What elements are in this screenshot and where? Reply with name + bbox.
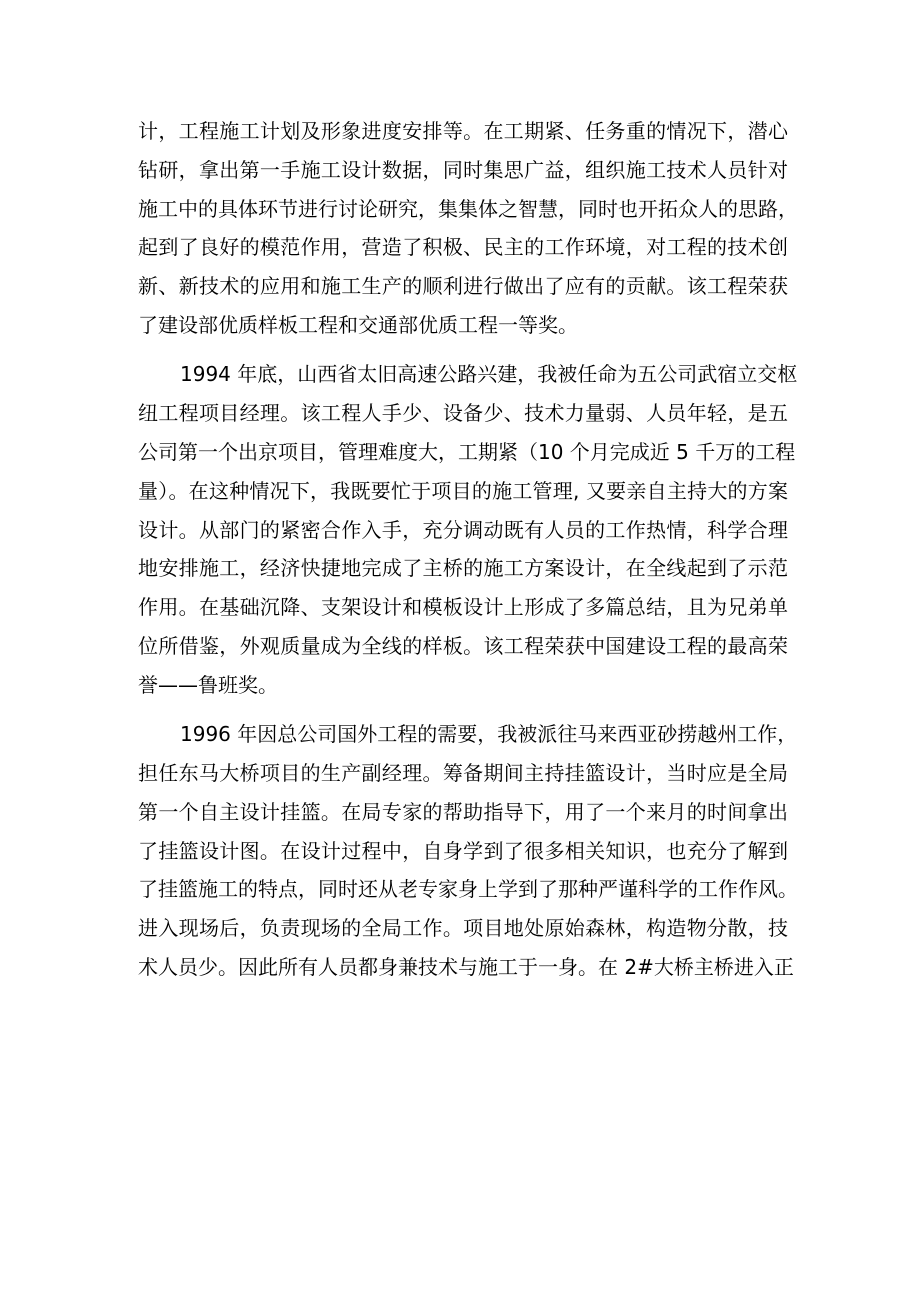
text-line: 作用。在基础沉降、支架设计和模板设计上形成了多篇总结，且为兄弟单 [138, 595, 788, 620]
paragraph-gap [138, 345, 788, 356]
text-line: 1996 年因总公司国外工程的需要，我被派往马来西亚砂捞越州工作， [180, 722, 798, 747]
text-line: 地安排施工，经济快捷地完成了主桥的施工方案设计，在全线起到了示范 [138, 556, 788, 581]
text-line: 进入现场后，负责现场的全局工作。项目地处原始森林，构造物分散，技 [138, 916, 788, 941]
text-line: 术人员少。因此所有人员都身兼技术与施工于一身。在 2#大桥主桥进入正 [138, 954, 794, 979]
text-line: 誉——鲁班奖。 [138, 672, 278, 697]
text-line: 钻研，拿出第一手施工设计数据，同时集思广益，组织施工技术人员针对 [138, 157, 788, 182]
text-line: 新、新技术的应用和施工生产的顺利进行做出了应有的贡献。该工程荣获 [138, 274, 788, 299]
text-line: 第一个自主设计挂篮。在局专家的帮助指导下，用了一个来月的时间拿出 [138, 799, 788, 824]
text-line: 1994 年底，山西省太旧高速公路兴建，我被任命为五公司武宿立交枢 [180, 362, 798, 387]
text-line: 纽工程项目经理。该工程人手少、设备少、技术力量弱、人员年轻，是五 [138, 401, 788, 426]
text-line: 了建设部优质样板工程和交通部优质工程一等奖。 [138, 312, 578, 337]
paragraph-3 [138, 715, 798, 987]
paragraph-2 [138, 355, 798, 704]
text-line: 担任东马大桥项目的生产副经理。筹备期间主持挂篮设计，当时应是全局 [138, 760, 788, 785]
text-line: 起到了良好的模范作用，营造了积极、民主的工作环境，对工程的技术创 [138, 235, 788, 260]
text-line: 了挂篮设计图。在设计过程中，自身学到了很多相关知识，也充分了解到 [138, 838, 788, 863]
document-body [138, 112, 798, 987]
text-line: 施工中的具体环节进行讨论研究，集集体之智慧，同时也开拓众人的思路， [138, 196, 798, 221]
paragraph-1 [138, 112, 798, 345]
text-line: 公司第一个出京项目，管理难度大，工期紧（10 个月完成近 5 千万的工程 [138, 439, 796, 464]
text-line: 量）。在这种情况下，我既要忙于项目的施工管理, 又要亲自主持大的方案 [138, 478, 788, 503]
text-line: 计，工程施工计划及形象进度安排等。在工期紧、任务重的情况下，潜心 [138, 119, 788, 143]
text-line: 了挂篮施工的特点，同时还从老专家身上学到了那种严谨科学的工作作风。 [138, 877, 798, 902]
text-line: 位所借鉴，外观质量成为全线的样板。该工程荣获中国建设工程的最高荣 [138, 633, 788, 658]
text-line: 设计。从部门的紧密合作入手，充分调动既有人员的工作热情，科学合理 [138, 517, 788, 542]
paragraph-gap [138, 705, 788, 716]
